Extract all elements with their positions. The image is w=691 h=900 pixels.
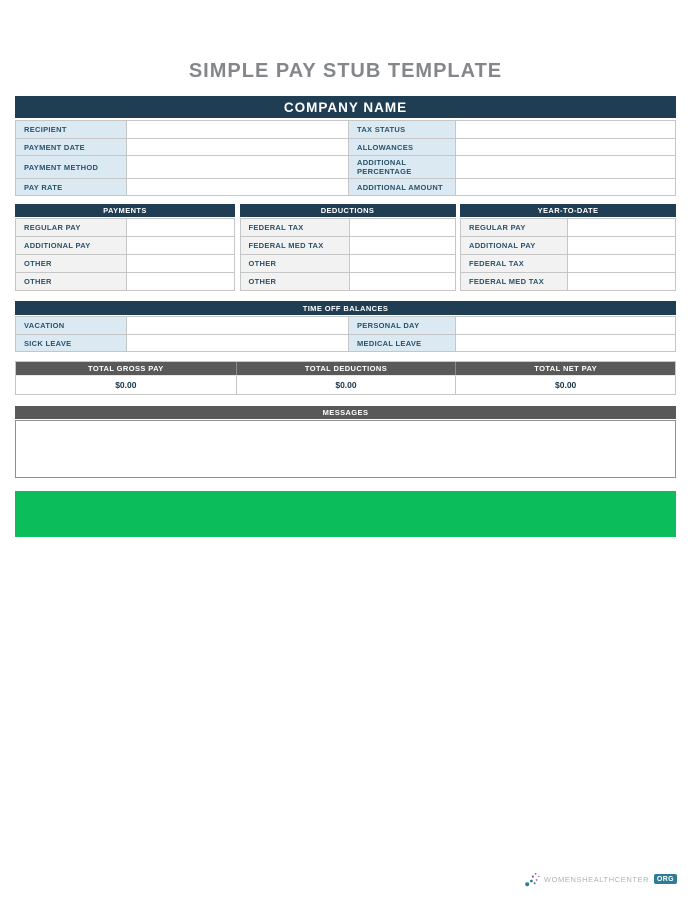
payments-regular-pay-field[interactable] (126, 218, 234, 236)
year-to-date-header: YEAR-TO-DATE (460, 204, 676, 217)
payments-additional-pay-field[interactable] (126, 236, 234, 254)
payment-method-label: PAYMENT METHOD (16, 155, 126, 178)
deductions-section (240, 204, 456, 291)
additional-percentage-label: ADDITIONAL PERCENTAGE (348, 155, 455, 178)
payments-section (15, 204, 235, 291)
pay-rate-field[interactable] (126, 178, 348, 195)
totals-table (15, 361, 676, 395)
sick-leave-field[interactable] (126, 334, 348, 351)
pay-stub-body (15, 96, 676, 537)
payments-additional-pay-label: ADDITIONAL PAY (16, 236, 126, 254)
personal-day-field[interactable] (455, 317, 675, 334)
year-to-date-table (460, 218, 676, 291)
ytd-federal-med-tax-label: FEDERAL MED TAX (461, 272, 567, 290)
total-gross-pay-header: TOTAL GROSS PAY (16, 362, 236, 375)
medical-leave-label: MEDICAL LEAVE (348, 334, 455, 351)
deductions-federal-med-tax-label: FEDERAL MED TAX (241, 236, 349, 254)
ytd-federal-tax-field[interactable] (567, 254, 675, 272)
deductions-table (240, 218, 456, 291)
total-gross-pay-value[interactable]: $0.00 (16, 375, 236, 394)
deductions-header: DEDUCTIONS (240, 204, 456, 217)
deductions-federal-tax-label: FEDERAL TAX (241, 218, 349, 236)
company-name-header: COMPANY NAME (15, 96, 676, 118)
highlight-bar (15, 491, 676, 537)
ytd-additional-pay-field[interactable] (567, 236, 675, 254)
additional-amount-field[interactable] (455, 178, 675, 195)
total-deductions-value[interactable]: $0.00 (236, 375, 456, 394)
recipient-field[interactable] (126, 121, 348, 138)
footer-org-badge: ORG (654, 874, 677, 884)
medical-leave-field[interactable] (455, 334, 675, 351)
total-net-pay-value[interactable]: $0.00 (455, 375, 675, 394)
payments-table (15, 218, 235, 291)
allowances-label: ALLOWANCES (348, 138, 455, 155)
payment-method-field[interactable] (126, 155, 348, 178)
page-title: SIMPLE PAY STUB TEMPLATE (188, 60, 503, 82)
total-net-pay-header: TOTAL NET PAY (455, 362, 675, 375)
pay-sections-row (15, 204, 676, 291)
pay-rate-label: PAY RATE (16, 178, 126, 195)
sick-leave-label: SICK LEAVE (16, 334, 126, 351)
time-off-balances-header: TIME OFF BALANCES (15, 301, 676, 315)
deductions-federal-tax-field[interactable] (349, 218, 455, 236)
deductions-other-1-label: OTHER (241, 254, 349, 272)
personal-day-label: PERSONAL DAY (348, 317, 455, 334)
messages-header: MESSAGES (15, 406, 676, 419)
recipient-label: RECIPIENT (16, 121, 126, 138)
ytd-regular-pay-field[interactable] (567, 218, 675, 236)
dot-swirl-icon (524, 870, 542, 888)
additional-percentage-field[interactable] (455, 155, 675, 178)
tax-status-label: TAX STATUS (348, 121, 455, 138)
messages-box[interactable] (15, 420, 676, 478)
payments-other-1-label: OTHER (16, 254, 126, 272)
ytd-regular-pay-label: REGULAR PAY (461, 218, 567, 236)
ytd-federal-med-tax-field[interactable] (567, 272, 675, 290)
additional-amount-label: ADDITIONAL AMOUNT (348, 178, 455, 195)
payments-regular-pay-label: REGULAR PAY (16, 218, 126, 236)
total-deductions-header: TOTAL DEDUCTIONS (236, 362, 456, 375)
ytd-additional-pay-label: ADDITIONAL PAY (461, 236, 567, 254)
deductions-other-2-label: OTHER (241, 272, 349, 290)
footer-brand-text: WOMENSHEALTHCENTER. (543, 874, 652, 884)
allowances-field[interactable] (455, 138, 675, 155)
tax-status-field[interactable] (455, 121, 675, 138)
vacation-label: VACATION (16, 317, 126, 334)
deductions-other-2-field[interactable] (349, 272, 455, 290)
time-off-balances-table (15, 316, 676, 352)
year-to-date-section (460, 204, 676, 291)
payments-other-2-label: OTHER (16, 272, 126, 290)
footer-logo (524, 870, 677, 888)
employee-info-table (15, 120, 676, 196)
payment-date-field[interactable] (126, 138, 348, 155)
payments-other-1-field[interactable] (126, 254, 234, 272)
payments-other-2-field[interactable] (126, 272, 234, 290)
payment-date-label: PAYMENT DATE (16, 138, 126, 155)
vacation-field[interactable] (126, 317, 348, 334)
deductions-federal-med-tax-field[interactable] (349, 236, 455, 254)
deductions-other-1-field[interactable] (349, 254, 455, 272)
payments-header: PAYMENTS (15, 204, 235, 217)
ytd-federal-tax-label: FEDERAL TAX (461, 254, 567, 272)
